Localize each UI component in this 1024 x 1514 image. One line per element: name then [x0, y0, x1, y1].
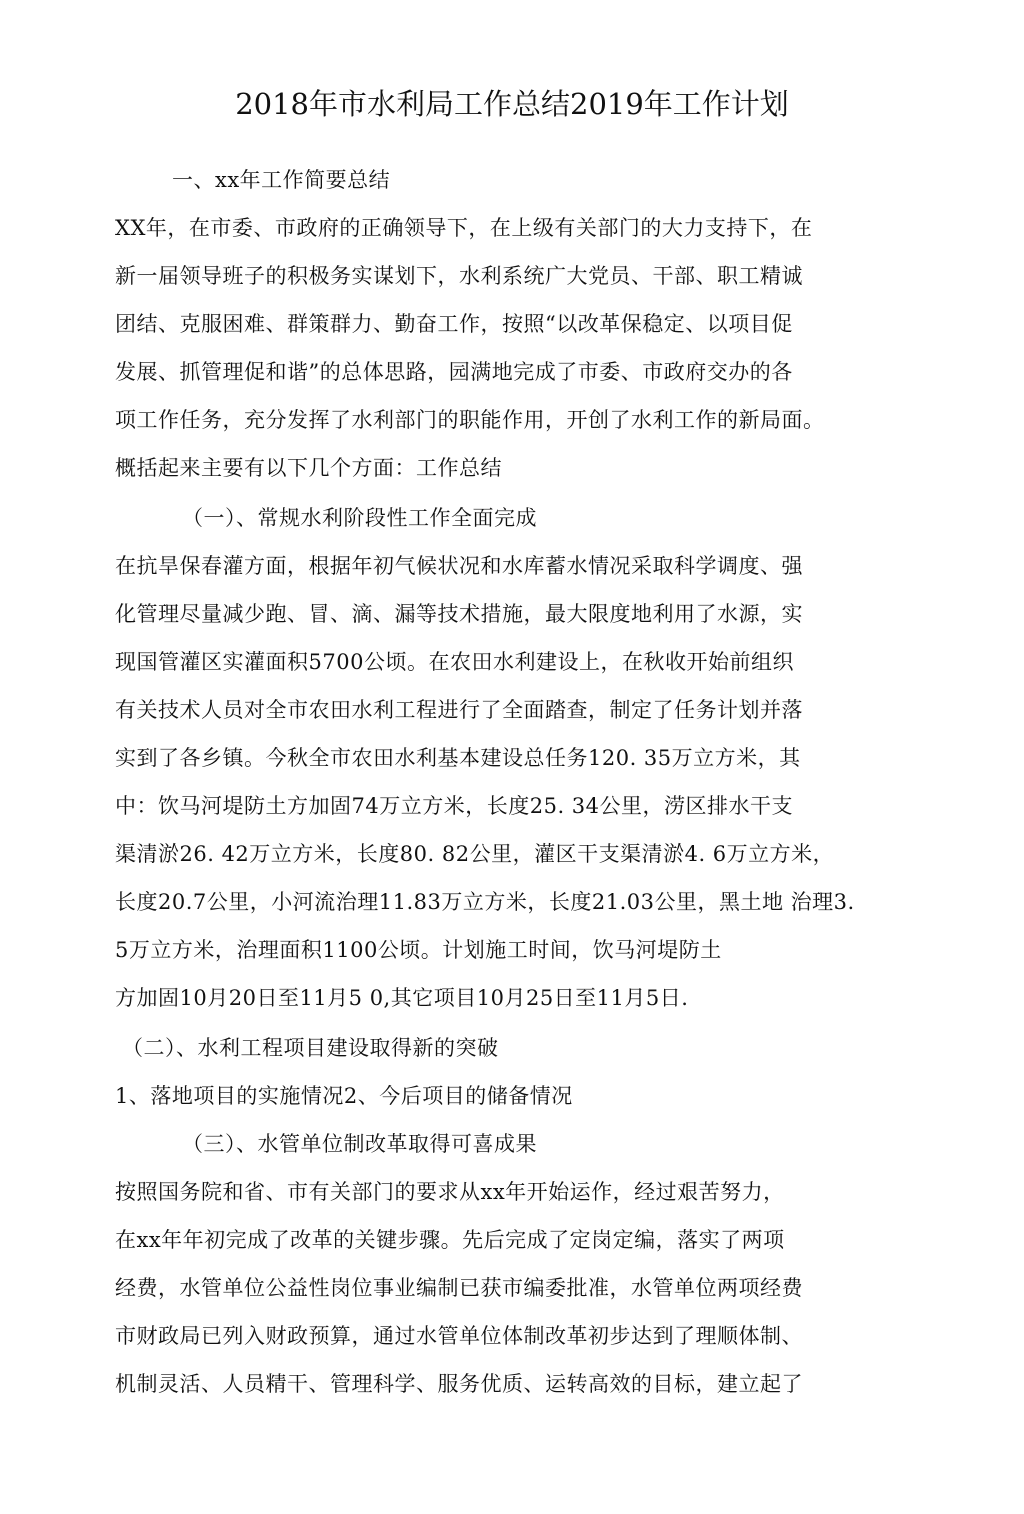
subsection-heading: （三）、水管单位制改革取得可喜成果 [182, 1132, 537, 1156]
paragraph-line: 现国管灌区实灌面积5700公顷。在农田水利建设上，在秋收开始前组织 [115, 650, 794, 674]
paragraph-line: 实到了各乡镇。今秋全市农田水利基本建设总任务120. 35万立方米，其 [115, 746, 801, 770]
section-heading: 一、xx年工作简要总结 [172, 168, 391, 192]
paragraph-line: 机制灵活、人员精干、管理科学、服务优质、运转高效的目标，建立起了 [115, 1372, 803, 1396]
paragraph-line: 长度20.7公里，小河流治理11.83万立方米，长度21.03公里，黑土地 治理3. [115, 890, 855, 914]
paragraph-line: 1、落地项目的实施情况2、今后项目的储备情况 [115, 1084, 573, 1108]
paragraph-line: 新一届领导班子的积极务实谋划下，水利系统广大党员、干部、职工精诚 [115, 264, 803, 288]
paragraph-line: 渠清淤26. 42万立方米，长度80. 82公里，灌区干支渠清淤4. 6万立方米， [115, 842, 835, 866]
document-title: 2018年市水利局工作总结2019年工作计划 [235, 87, 789, 121]
paragraph-line: 方加固10月20日至11月5 0,其它项目10月25日至11月5日. [115, 986, 689, 1010]
paragraph-line: 团结、克服困难、群策群力、勤奋工作，按照“以改革保稳定、以项目促 [115, 312, 793, 336]
paragraph-line: 市财政局已列入财政预算，通过水管单位体制改革初步达到了理顺体制、 [115, 1324, 803, 1348]
paragraph-line: 在抗旱保春灌方面，根据年初气候状况和水库蓄水情况采取科学调度、强 [115, 554, 803, 578]
subsection-heading: （一）、常规水利阶段性工作全面完成 [182, 506, 537, 530]
paragraph-line: 化管理尽量减少跑、冒、滴、漏等技术措施，最大限度地利用了水源，实 [115, 602, 803, 626]
paragraph-line: 经费，水管单位公益性岗位事业编制已获市编委批准，水管单位两项经费 [115, 1276, 803, 1300]
paragraph-line: 概括起来主要有以下几个方面：工作总结 [115, 456, 502, 480]
paragraph-line: 5万立方米，治理面积1100公顷。计划施工时间，饮马河堤防土 [115, 938, 722, 962]
paragraph-line: 中：饮马河堤防土方加固74万立方米，长度25. 34公里，涝区排水干支 [115, 794, 794, 818]
paragraph-line: 有关技术人员对全市农田水利工程进行了全面踏查，制定了任务计划并落 [115, 698, 803, 722]
paragraph-line: XX年，在市委、市政府的正确领导下，在上级有关部门的大力支持下，在 [115, 216, 813, 240]
paragraph-line: 发展、抓管理促和谐”的总体思路，园满地完成了市委、市政府交办的各 [115, 360, 793, 384]
paragraph-line: 按照国务院和省、市有关部门的要求从xx年开始运作，经过艰苦努力， [115, 1180, 785, 1204]
paragraph-line: 在xx年年初完成了改革的关键步骤。先后完成了定岗定编，落实了两项 [115, 1228, 785, 1252]
paragraph-line: 项工作任务，充分发挥了水利部门的职能作用，开创了水利工作的新局面。 [115, 408, 825, 432]
subsection-heading: （二）、水利工程项目建设取得新的突破 [122, 1036, 499, 1060]
